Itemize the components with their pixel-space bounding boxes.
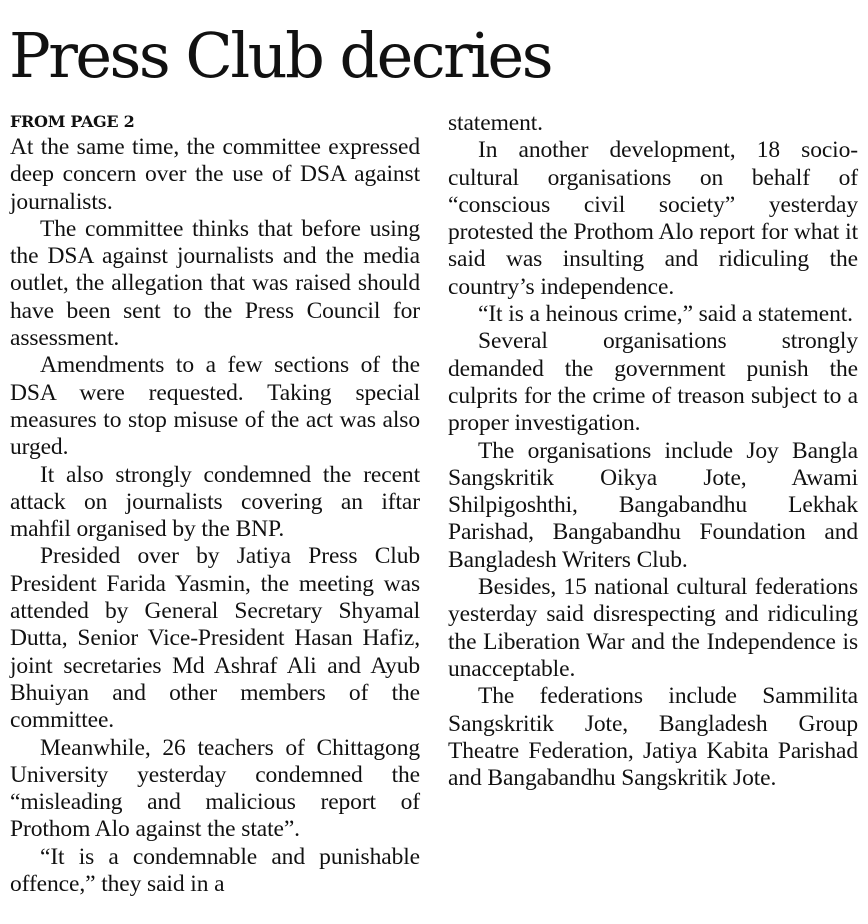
- paragraph: Besides, 15 national cultural federations yesterday said disrespecting and ridiculing the Liberation War and the Independence is unacceptable.: [448, 574, 858, 682]
- paragraph: The federations include Sammilita Sangskritik Jote, Bangladesh Group Theatre Federation, Jatiya Kabita Parishad and Bangabandhu Sangskritik Jote.: [448, 683, 858, 792]
- paragraph: Amendments to a few sections of the DSA were requested. Taking special measures to stop misuse of the act was also urged.: [10, 352, 420, 461]
- paragraph: In another development, 18 socio-cultural organisations on behalf of “conscious civil society” yesterday protested the Prothom Alo report for what it said was insulting and ridiculing the country’s independence.: [448, 137, 858, 300]
- paragraph: The committee thinks that before using the DSA against journalists and the media outlet, the allegation that was raised should have been sent to the Press Council for assessment.: [10, 215, 420, 352]
- paragraph-continued: statement.: [448, 110, 543, 136]
- paragraph: It also strongly condemned the recent attack on journalists covering an iftar mahfil organised by the BNP.: [10, 461, 420, 543]
- paragraph: At the same time, the committee expressed deep concern over the use of DSA against journalists.: [10, 134, 420, 215]
- paragraph: Meanwhile, 26 teachers of Chittagong University yesterday condemned the “misleading and malicious report of Prothom Alo against the state”.: [10, 734, 420, 843]
- paragraph: The organisations include Joy Bangla Sangskritik Oikya Jote, Awami Shilpigoshthi, Bangabandhu Lekhak Parishad, Bangabandhu Foundation and Bangladesh Writers Club.: [448, 437, 858, 573]
- paragraph: Several organisations strongly demanded the government punish the culprits for the crime of treason subject to a proper investigation.: [448, 328, 858, 437]
- paragraph: “It is a heinous crime,” said a statement.: [478, 301, 853, 328]
- paragraph: Presided over by Jatiya Press Club President Farida Yasmin, the meeting was attended by General Secretary Shyamal Dutta, Senior Vice-President Hasan Hafiz, joint secretaries Md Ashraf Ali and Ayub Bhuiyan and other members of the committee.: [10, 543, 420, 734]
- right-column: [448, 110, 858, 792]
- kicker-from-page: FROM PAGE 2: [10, 112, 135, 131]
- headline: Press Club decries: [9, 19, 552, 92]
- paragraph: “It is a condemnable and punishable offence,” they said in a: [10, 843, 420, 898]
- left-column: [10, 110, 420, 898]
